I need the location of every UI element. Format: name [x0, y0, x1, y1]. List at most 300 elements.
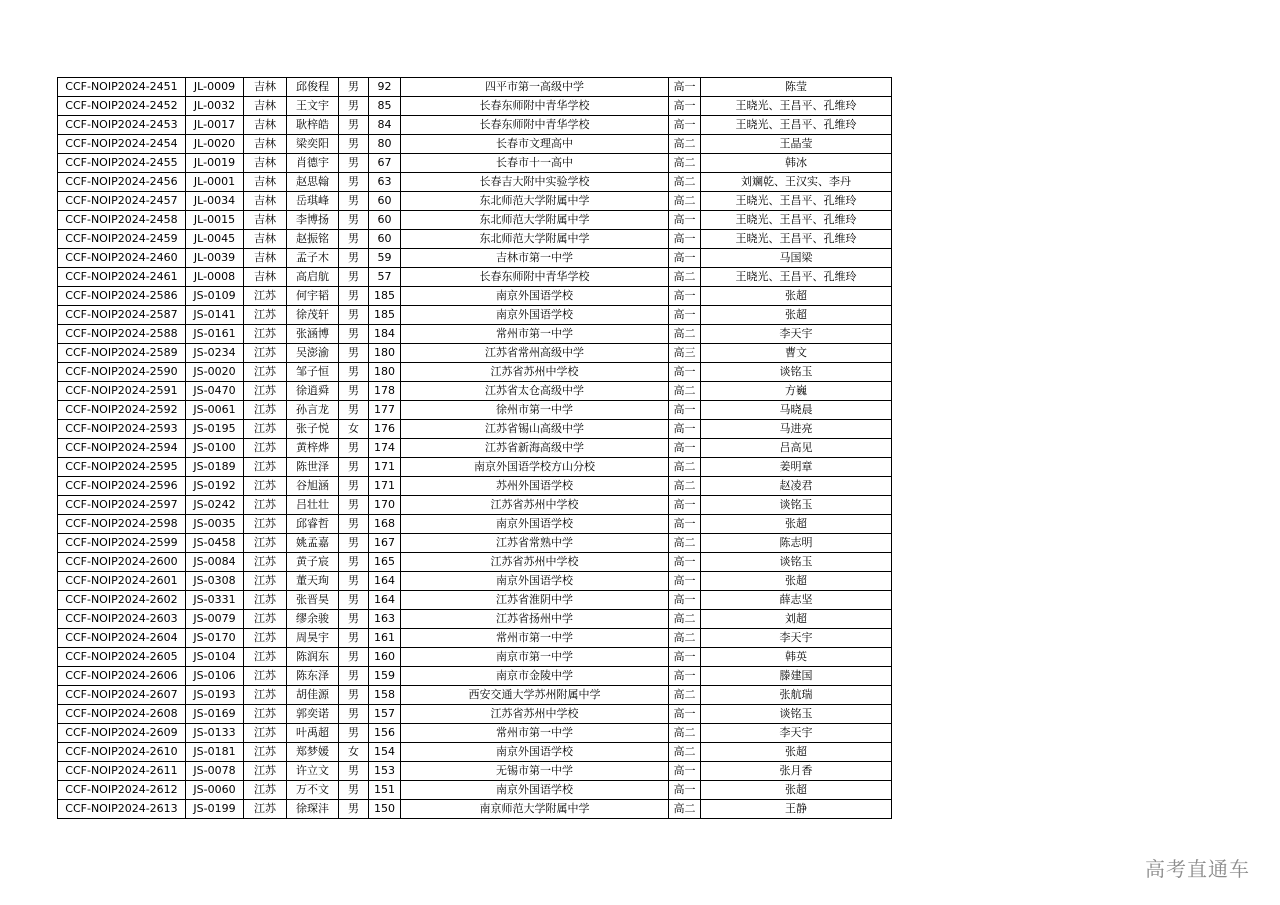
table-row	[58, 686, 892, 705]
grade-cell: 高一	[669, 211, 701, 230]
table-row	[58, 173, 892, 192]
student-name-cell: 孟子木	[287, 249, 339, 268]
grade-cell: 高一	[669, 762, 701, 781]
table-row	[58, 572, 892, 591]
coach-names-cell: 李天宇	[701, 724, 892, 743]
student-name-cell: 邹子恒	[287, 363, 339, 382]
coach-names-cell: 张超	[701, 743, 892, 762]
grade-cell: 高二	[669, 477, 701, 496]
grade-cell: 高二	[669, 325, 701, 344]
score-cell: 63	[369, 173, 401, 192]
score-cell: 153	[369, 762, 401, 781]
table-row	[58, 249, 892, 268]
gender-cell: 男	[339, 192, 369, 211]
province-cell: 吉林	[244, 192, 287, 211]
province-cell: 江苏	[244, 705, 287, 724]
student-name-cell: 张涵博	[287, 325, 339, 344]
table-row	[58, 401, 892, 420]
table-row	[58, 667, 892, 686]
grade-cell: 高二	[669, 382, 701, 401]
coach-names-cell: 谈铭玉	[701, 553, 892, 572]
score-cell: 60	[369, 230, 401, 249]
table-row	[58, 420, 892, 439]
registration-code-cell: JS-0195	[186, 420, 244, 439]
student-name-cell: 陈东泽	[287, 667, 339, 686]
score-cell: 157	[369, 705, 401, 724]
table-row	[58, 268, 892, 287]
province-cell: 江苏	[244, 686, 287, 705]
coach-names-cell: 张航瑞	[701, 686, 892, 705]
province-cell: 江苏	[244, 591, 287, 610]
contestant-id-cell: CCF-NOIP2024-2606	[58, 667, 186, 686]
gender-cell: 男	[339, 230, 369, 249]
score-cell: 177	[369, 401, 401, 420]
gender-cell: 男	[339, 211, 369, 230]
grade-cell: 高一	[669, 781, 701, 800]
registration-code-cell: JL-0032	[186, 97, 244, 116]
gender-cell: 男	[339, 477, 369, 496]
gender-cell: 男	[339, 496, 369, 515]
gender-cell: 男	[339, 363, 369, 382]
gender-cell: 男	[339, 439, 369, 458]
registration-code-cell: JS-0199	[186, 800, 244, 819]
coach-names-cell: 马进亮	[701, 420, 892, 439]
contestant-id-cell: CCF-NOIP2024-2457	[58, 192, 186, 211]
province-cell: 江苏	[244, 458, 287, 477]
school-name-cell: 吉林市第一中学	[401, 249, 669, 268]
coach-names-cell: 王晓光、王昌平、孔维玲	[701, 268, 892, 287]
registration-code-cell: JL-0017	[186, 116, 244, 135]
contestant-id-cell: CCF-NOIP2024-2593	[58, 420, 186, 439]
gender-cell: 男	[339, 534, 369, 553]
province-cell: 吉林	[244, 230, 287, 249]
school-name-cell: 长春吉大附中实验学校	[401, 173, 669, 192]
contestant-id-cell: CCF-NOIP2024-2460	[58, 249, 186, 268]
coach-names-cell: 薛志坚	[701, 591, 892, 610]
gender-cell: 男	[339, 610, 369, 629]
gender-cell: 男	[339, 78, 369, 97]
gender-cell: 男	[339, 173, 369, 192]
grade-cell: 高三	[669, 344, 701, 363]
contestant-id-cell: CCF-NOIP2024-2591	[58, 382, 186, 401]
table-row	[58, 629, 892, 648]
student-name-cell: 陈润东	[287, 648, 339, 667]
contestant-id-cell: CCF-NOIP2024-2595	[58, 458, 186, 477]
registration-code-cell: JL-0008	[186, 268, 244, 287]
registration-code-cell: JL-0019	[186, 154, 244, 173]
registration-code-cell: JS-0109	[186, 287, 244, 306]
school-name-cell: 徐州市第一中学	[401, 401, 669, 420]
coach-names-cell: 谈铭玉	[701, 705, 892, 724]
contestant-id-cell: CCF-NOIP2024-2459	[58, 230, 186, 249]
score-cell: 80	[369, 135, 401, 154]
gender-cell: 男	[339, 553, 369, 572]
grade-cell: 高二	[669, 154, 701, 173]
student-name-cell: 徐逍舜	[287, 382, 339, 401]
student-name-cell: 邱睿哲	[287, 515, 339, 534]
school-name-cell: 南京外国语学校	[401, 781, 669, 800]
gender-cell: 男	[339, 97, 369, 116]
table-row	[58, 553, 892, 572]
score-cell: 59	[369, 249, 401, 268]
gender-cell: 男	[339, 515, 369, 534]
province-cell: 江苏	[244, 762, 287, 781]
student-name-cell: 徐琛沣	[287, 800, 339, 819]
registration-code-cell: JS-0308	[186, 572, 244, 591]
table-row	[58, 724, 892, 743]
table-row	[58, 534, 892, 553]
coach-names-cell: 张超	[701, 515, 892, 534]
registration-code-cell: JL-0034	[186, 192, 244, 211]
student-name-cell: 高启航	[287, 268, 339, 287]
table-row	[58, 382, 892, 401]
registration-code-cell: JS-0060	[186, 781, 244, 800]
grade-cell: 高二	[669, 268, 701, 287]
gender-cell: 男	[339, 249, 369, 268]
gender-cell: 男	[339, 572, 369, 591]
school-name-cell: 南京外国语学校	[401, 287, 669, 306]
contestant-id-cell: CCF-NOIP2024-2452	[58, 97, 186, 116]
gender-cell: 男	[339, 135, 369, 154]
school-name-cell: 长春市文理高中	[401, 135, 669, 154]
province-cell: 江苏	[244, 401, 287, 420]
coach-names-cell: 李天宇	[701, 629, 892, 648]
table-row	[58, 458, 892, 477]
school-name-cell: 南京外国语学校	[401, 515, 669, 534]
student-name-cell: 孙言龙	[287, 401, 339, 420]
coach-names-cell: 陈莹	[701, 78, 892, 97]
table-row	[58, 325, 892, 344]
results-table-body	[58, 78, 892, 819]
table-row	[58, 116, 892, 135]
contestant-id-cell: CCF-NOIP2024-2592	[58, 401, 186, 420]
score-cell: 57	[369, 268, 401, 287]
student-name-cell: 赵振铭	[287, 230, 339, 249]
province-cell: 江苏	[244, 724, 287, 743]
province-cell: 江苏	[244, 439, 287, 458]
contestant-id-cell: CCF-NOIP2024-2451	[58, 78, 186, 97]
score-cell: 161	[369, 629, 401, 648]
grade-cell: 高一	[669, 572, 701, 591]
score-cell: 159	[369, 667, 401, 686]
school-name-cell: 江苏省苏州中学校	[401, 363, 669, 382]
registration-code-cell: JS-0084	[186, 553, 244, 572]
coach-names-cell: 王晓光、王昌平、孔维玲	[701, 97, 892, 116]
registration-code-cell: JL-0015	[186, 211, 244, 230]
score-cell: 164	[369, 572, 401, 591]
registration-code-cell: JS-0331	[186, 591, 244, 610]
grade-cell: 高一	[669, 496, 701, 515]
registration-code-cell: JS-0192	[186, 477, 244, 496]
province-cell: 江苏	[244, 781, 287, 800]
school-name-cell: 江苏省苏州中学校	[401, 496, 669, 515]
registration-code-cell: JS-0181	[186, 743, 244, 762]
gender-cell: 男	[339, 762, 369, 781]
province-cell: 江苏	[244, 363, 287, 382]
score-cell: 167	[369, 534, 401, 553]
score-cell: 176	[369, 420, 401, 439]
registration-code-cell: JL-0009	[186, 78, 244, 97]
grade-cell: 高一	[669, 439, 701, 458]
student-name-cell: 吕壮壮	[287, 496, 339, 515]
coach-names-cell: 陈志明	[701, 534, 892, 553]
school-name-cell: 江苏省太仓高级中学	[401, 382, 669, 401]
school-name-cell: 无锡市第一中学	[401, 762, 669, 781]
contestant-id-cell: CCF-NOIP2024-2611	[58, 762, 186, 781]
table-row	[58, 477, 892, 496]
coach-names-cell: 王晓光、王昌平、孔维玲	[701, 192, 892, 211]
student-name-cell: 董天珣	[287, 572, 339, 591]
coach-names-cell: 姜明章	[701, 458, 892, 477]
score-cell: 60	[369, 211, 401, 230]
table-row	[58, 154, 892, 173]
school-name-cell: 长春东师附中青华学校	[401, 97, 669, 116]
gender-cell: 男	[339, 306, 369, 325]
grade-cell: 高一	[669, 667, 701, 686]
gender-cell: 男	[339, 591, 369, 610]
gender-cell: 男	[339, 781, 369, 800]
registration-code-cell: JS-0141	[186, 306, 244, 325]
student-name-cell: 王文宇	[287, 97, 339, 116]
grade-cell: 高一	[669, 705, 701, 724]
contestant-id-cell: CCF-NOIP2024-2458	[58, 211, 186, 230]
registration-code-cell: JS-0193	[186, 686, 244, 705]
school-name-cell: 西安交通大学苏州附属中学	[401, 686, 669, 705]
grade-cell: 高一	[669, 230, 701, 249]
registration-code-cell: JS-0020	[186, 363, 244, 382]
score-cell: 164	[369, 591, 401, 610]
student-name-cell: 万不文	[287, 781, 339, 800]
registration-code-cell: JS-0234	[186, 344, 244, 363]
registration-code-cell: JS-0100	[186, 439, 244, 458]
grade-cell: 高一	[669, 515, 701, 534]
province-cell: 吉林	[244, 173, 287, 192]
grade-cell: 高一	[669, 306, 701, 325]
contestant-id-cell: CCF-NOIP2024-2455	[58, 154, 186, 173]
contestant-id-cell: CCF-NOIP2024-2594	[58, 439, 186, 458]
province-cell: 江苏	[244, 420, 287, 439]
grade-cell: 高二	[669, 458, 701, 477]
school-name-cell: 江苏省新海高级中学	[401, 439, 669, 458]
contestant-id-cell: CCF-NOIP2024-2589	[58, 344, 186, 363]
gender-cell: 男	[339, 154, 369, 173]
school-name-cell: 江苏省扬州中学	[401, 610, 669, 629]
grade-cell: 高一	[669, 287, 701, 306]
table-row	[58, 287, 892, 306]
school-name-cell: 南京师范大学附属中学	[401, 800, 669, 819]
coach-names-cell: 马晓晨	[701, 401, 892, 420]
coach-names-cell: 李天宇	[701, 325, 892, 344]
student-name-cell: 张晋昊	[287, 591, 339, 610]
coach-names-cell: 谈铭玉	[701, 363, 892, 382]
contestant-id-cell: CCF-NOIP2024-2598	[58, 515, 186, 534]
student-name-cell: 邱俊程	[287, 78, 339, 97]
registration-code-cell: JS-0169	[186, 705, 244, 724]
province-cell: 江苏	[244, 553, 287, 572]
table-row	[58, 344, 892, 363]
registration-code-cell: JS-0104	[186, 648, 244, 667]
table-row	[58, 515, 892, 534]
school-name-cell: 常州市第一中学	[401, 724, 669, 743]
score-cell: 180	[369, 363, 401, 382]
school-name-cell: 南京外国语学校	[401, 572, 669, 591]
province-cell: 江苏	[244, 572, 287, 591]
student-name-cell: 姚孟嘉	[287, 534, 339, 553]
gender-cell: 男	[339, 667, 369, 686]
contestant-id-cell: CCF-NOIP2024-2612	[58, 781, 186, 800]
coach-names-cell: 刘超	[701, 610, 892, 629]
score-cell: 158	[369, 686, 401, 705]
registration-code-cell: JL-0020	[186, 135, 244, 154]
school-name-cell: 南京市金陵中学	[401, 667, 669, 686]
contestant-id-cell: CCF-NOIP2024-2609	[58, 724, 186, 743]
school-name-cell: 东北师范大学附属中学	[401, 230, 669, 249]
score-cell: 168	[369, 515, 401, 534]
student-name-cell: 胡佳源	[287, 686, 339, 705]
school-name-cell: 江苏省常熟中学	[401, 534, 669, 553]
school-name-cell: 南京外国语学校方山分校	[401, 458, 669, 477]
gender-cell: 男	[339, 705, 369, 724]
grade-cell: 高二	[669, 192, 701, 211]
gender-cell: 男	[339, 800, 369, 819]
registration-code-cell: JS-0161	[186, 325, 244, 344]
student-name-cell: 黄子宸	[287, 553, 339, 572]
province-cell: 江苏	[244, 629, 287, 648]
contestant-id-cell: CCF-NOIP2024-2600	[58, 553, 186, 572]
student-name-cell: 郑梦媛	[287, 743, 339, 762]
contestant-id-cell: CCF-NOIP2024-2456	[58, 173, 186, 192]
registration-code-cell: JS-0079	[186, 610, 244, 629]
province-cell: 江苏	[244, 534, 287, 553]
gender-cell: 男	[339, 344, 369, 363]
score-cell: 85	[369, 97, 401, 116]
province-cell: 江苏	[244, 306, 287, 325]
coach-names-cell: 马国梁	[701, 249, 892, 268]
contestant-id-cell: CCF-NOIP2024-2599	[58, 534, 186, 553]
score-cell: 163	[369, 610, 401, 629]
table-row	[58, 97, 892, 116]
registration-code-cell: JS-0106	[186, 667, 244, 686]
gender-cell: 男	[339, 287, 369, 306]
coach-names-cell: 王晓光、王昌平、孔维玲	[701, 230, 892, 249]
student-name-cell: 岳琪峰	[287, 192, 339, 211]
gender-cell: 男	[339, 724, 369, 743]
province-cell: 江苏	[244, 477, 287, 496]
grade-cell: 高二	[669, 686, 701, 705]
table-row	[58, 800, 892, 819]
coach-names-cell: 韩冰	[701, 154, 892, 173]
coach-names-cell: 谈铭玉	[701, 496, 892, 515]
province-cell: 江苏	[244, 743, 287, 762]
school-name-cell: 南京市第一中学	[401, 648, 669, 667]
contestant-id-cell: CCF-NOIP2024-2602	[58, 591, 186, 610]
registration-code-cell: JS-0242	[186, 496, 244, 515]
registration-code-cell: JL-0039	[186, 249, 244, 268]
student-name-cell: 缪余骏	[287, 610, 339, 629]
contestant-id-cell: CCF-NOIP2024-2453	[58, 116, 186, 135]
grade-cell: 高一	[669, 97, 701, 116]
registration-code-cell: JS-0458	[186, 534, 244, 553]
grade-cell: 高一	[669, 553, 701, 572]
province-cell: 江苏	[244, 610, 287, 629]
gender-cell: 男	[339, 458, 369, 477]
table-row	[58, 743, 892, 762]
school-name-cell: 长春市十一高中	[401, 154, 669, 173]
coach-names-cell: 张超	[701, 781, 892, 800]
student-name-cell: 何宇韬	[287, 287, 339, 306]
table-row	[58, 705, 892, 724]
table-row	[58, 781, 892, 800]
coach-names-cell: 吕高见	[701, 439, 892, 458]
score-cell: 171	[369, 458, 401, 477]
grade-cell: 高一	[669, 648, 701, 667]
registration-code-cell: JS-0133	[186, 724, 244, 743]
province-cell: 吉林	[244, 116, 287, 135]
coach-names-cell: 赵凌君	[701, 477, 892, 496]
contestant-id-cell: CCF-NOIP2024-2604	[58, 629, 186, 648]
school-name-cell: 江苏省常州高级中学	[401, 344, 669, 363]
registration-code-cell: JS-0078	[186, 762, 244, 781]
contestant-id-cell: CCF-NOIP2024-2603	[58, 610, 186, 629]
table-row	[58, 192, 892, 211]
table-row	[58, 648, 892, 667]
school-name-cell: 南京外国语学校	[401, 743, 669, 762]
contestant-id-cell: CCF-NOIP2024-2597	[58, 496, 186, 515]
school-name-cell: 长春东师附中青华学校	[401, 268, 669, 287]
province-cell: 江苏	[244, 800, 287, 819]
gender-cell: 男	[339, 629, 369, 648]
grade-cell: 高二	[669, 610, 701, 629]
school-name-cell: 东北师范大学附属中学	[401, 192, 669, 211]
results-table	[57, 77, 892, 819]
contestant-id-cell: CCF-NOIP2024-2613	[58, 800, 186, 819]
registration-code-cell: JL-0001	[186, 173, 244, 192]
table-row	[58, 230, 892, 249]
score-cell: 67	[369, 154, 401, 173]
province-cell: 江苏	[244, 496, 287, 515]
grade-cell: 高一	[669, 401, 701, 420]
contestant-id-cell: CCF-NOIP2024-2588	[58, 325, 186, 344]
grade-cell: 高一	[669, 363, 701, 382]
contestant-id-cell: CCF-NOIP2024-2586	[58, 287, 186, 306]
contestant-id-cell: CCF-NOIP2024-2454	[58, 135, 186, 154]
grade-cell: 高二	[669, 800, 701, 819]
student-name-cell: 叶禹超	[287, 724, 339, 743]
student-name-cell: 肖德宇	[287, 154, 339, 173]
coach-names-cell: 王晶莹	[701, 135, 892, 154]
school-name-cell: 四平市第一高级中学	[401, 78, 669, 97]
table-row	[58, 363, 892, 382]
student-name-cell: 李博扬	[287, 211, 339, 230]
coach-names-cell: 张超	[701, 306, 892, 325]
coach-names-cell: 刘斓乾、王汉实、李丹	[701, 173, 892, 192]
gender-cell: 女	[339, 420, 369, 439]
table-row	[58, 135, 892, 154]
school-name-cell: 长春东师附中青华学校	[401, 116, 669, 135]
school-name-cell: 常州市第一中学	[401, 325, 669, 344]
table-row	[58, 610, 892, 629]
grade-cell: 高一	[669, 420, 701, 439]
score-cell: 84	[369, 116, 401, 135]
province-cell: 江苏	[244, 667, 287, 686]
province-cell: 吉林	[244, 268, 287, 287]
province-cell: 江苏	[244, 287, 287, 306]
table-row	[58, 211, 892, 230]
student-name-cell: 梁奕阳	[287, 135, 339, 154]
student-name-cell: 许立文	[287, 762, 339, 781]
grade-cell: 高二	[669, 534, 701, 553]
school-name-cell: 常州市第一中学	[401, 629, 669, 648]
